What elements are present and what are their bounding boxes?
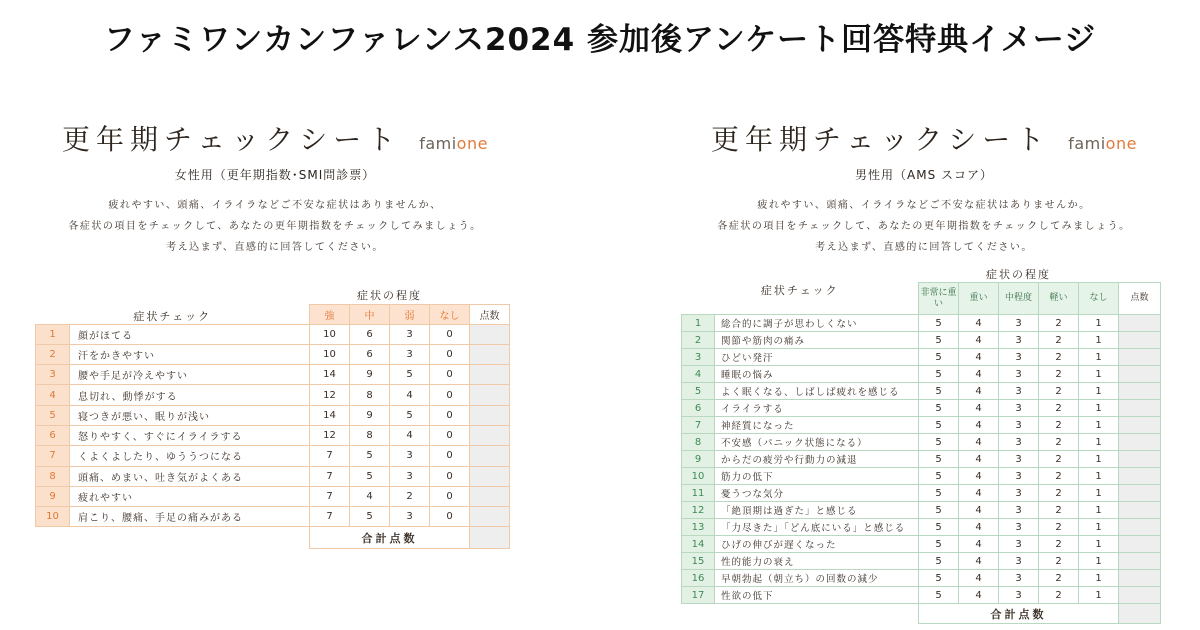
severity-option[interactable]: 3	[390, 324, 430, 344]
symptom-label: 早朝勃起（朝立ち）の回数の減少	[715, 570, 919, 587]
severity-option[interactable]: 2	[1039, 417, 1079, 434]
famione-logo	[419, 134, 488, 153]
brand-part-b: one	[1105, 134, 1137, 153]
severity-option[interactable]: 3	[999, 570, 1039, 587]
table-row	[682, 587, 1161, 604]
score-entry-cell[interactable]	[1119, 434, 1161, 451]
score-entry-cell[interactable]	[1119, 536, 1161, 553]
severity-option[interactable]: 5	[919, 400, 959, 417]
severity-level-header: 弱	[390, 304, 430, 324]
symptom-label: 怒りやすく、すぐにイライラする	[70, 425, 310, 445]
severity-option[interactable]: 5	[919, 570, 959, 587]
intro-line: 各症状の項目をチェックして、あなたの更年期指数をチェックしてみましょう。	[717, 221, 1131, 232]
score-entry-cell[interactable]	[1119, 332, 1161, 349]
table-row	[682, 553, 1161, 570]
severity-option[interactable]: 4	[959, 536, 999, 553]
severity-level-header: 非常に重い	[919, 283, 959, 315]
severity-option[interactable]: 4	[959, 383, 999, 400]
famione-logo	[1068, 134, 1137, 153]
symptom-label: 汗をかきやすい	[70, 344, 310, 364]
severity-option[interactable]: 1	[1079, 536, 1119, 553]
row-number: 1	[682, 315, 715, 332]
severity-level-header: なし	[430, 304, 470, 324]
severity-option[interactable]: 4	[959, 400, 999, 417]
severity-level-header: 軽い	[1039, 283, 1079, 315]
table-row	[682, 451, 1161, 468]
row-number: 9	[682, 451, 715, 468]
severity-option[interactable]: 4	[390, 425, 430, 445]
severity-option[interactable]: 0	[430, 365, 470, 385]
severity-option[interactable]: 3	[999, 553, 1039, 570]
table-row	[36, 405, 510, 425]
severity-option[interactable]: 2	[1039, 519, 1079, 536]
total-row-spacer	[36, 527, 310, 549]
row-number: 4	[36, 385, 70, 405]
page-headline: ファミワンカンファレンス2024 参加後アンケート回答特典イメージ	[103, 22, 1097, 58]
severity-option[interactable]: 0	[430, 466, 470, 486]
male-check-sheet	[676, 118, 1172, 621]
score-entry-cell[interactable]	[1119, 315, 1161, 332]
severity-option[interactable]: 1	[1079, 468, 1119, 485]
severity-option[interactable]: 2	[1039, 349, 1079, 366]
severity-option[interactable]: 2	[1039, 451, 1079, 468]
table-row	[682, 502, 1161, 519]
severity-option[interactable]: 7	[310, 466, 350, 486]
severity-option[interactable]: 10	[310, 344, 350, 364]
severity-option[interactable]: 4	[959, 502, 999, 519]
severity-option[interactable]: 1	[1079, 519, 1119, 536]
total-row-spacer	[682, 604, 919, 624]
table-row	[36, 385, 510, 405]
severity-option[interactable]: 6	[350, 344, 390, 364]
score-entry-cell[interactable]	[1119, 587, 1161, 604]
severity-level-header: 強	[310, 304, 350, 324]
header-spacer	[470, 286, 510, 304]
symptom-label: 性欲の低下	[715, 587, 919, 604]
severity-option[interactable]: 6	[350, 324, 390, 344]
severity-option[interactable]: 5	[919, 451, 959, 468]
severity-option[interactable]: 1	[1079, 587, 1119, 604]
severity-option[interactable]: 2	[1039, 315, 1079, 332]
severity-option[interactable]: 4	[959, 315, 999, 332]
table-row	[682, 349, 1161, 366]
severity-header-row	[682, 266, 1161, 283]
severity-option[interactable]: 3	[999, 315, 1039, 332]
score-entry-cell[interactable]	[1119, 400, 1161, 417]
row-number: 8	[36, 466, 70, 486]
table-row	[36, 365, 510, 385]
severity-level-header: なし	[1079, 283, 1119, 315]
total-score-label: 合計点数	[310, 527, 470, 549]
severity-option[interactable]: 0	[430, 385, 470, 405]
severity-option[interactable]: 12	[310, 385, 350, 405]
intro-line: 疲れやすい、頭痛、イライラなどご不安な症状はありませんか。	[757, 200, 1091, 211]
severity-option[interactable]: 3	[999, 536, 1039, 553]
severity-option[interactable]: 3	[999, 587, 1039, 604]
brand-part-a: fami	[419, 134, 457, 153]
severity-option[interactable]: 0	[430, 507, 470, 527]
severity-option[interactable]: 14	[310, 405, 350, 425]
severity-option[interactable]: 3	[999, 332, 1039, 349]
symptom-label: 総合的に調子が思わしくない	[715, 315, 919, 332]
score-entry-cell[interactable]	[1119, 485, 1161, 502]
severity-option[interactable]: 2	[1039, 536, 1079, 553]
sheet-title: 更年期チェックシート	[62, 123, 402, 156]
severity-option[interactable]: 4	[959, 349, 999, 366]
score-entry-cell[interactable]	[1119, 502, 1161, 519]
score-column-header: 点数	[470, 304, 510, 324]
male-symptom-table	[681, 266, 1161, 624]
score-entry-cell[interactable]	[1119, 349, 1161, 366]
severity-option[interactable]: 1	[1079, 366, 1119, 383]
severity-option[interactable]: 9	[350, 365, 390, 385]
severity-option[interactable]: 5	[919, 468, 959, 485]
severity-option[interactable]: 3	[999, 383, 1039, 400]
score-column-header: 点数	[1119, 283, 1161, 315]
table-row	[682, 519, 1161, 536]
severity-option[interactable]: 4	[959, 519, 999, 536]
severity-option[interactable]: 3	[999, 468, 1039, 485]
severity-option[interactable]: 4	[959, 587, 999, 604]
severity-option[interactable]: 3	[999, 349, 1039, 366]
row-number: 2	[682, 332, 715, 349]
severity-option[interactable]: 7	[310, 446, 350, 466]
row-number: 1	[36, 324, 70, 344]
symptom-label: 顔がほてる	[70, 324, 310, 344]
score-entry-cell[interactable]	[1119, 366, 1161, 383]
score-entry-cell[interactable]	[1119, 417, 1161, 434]
table-row	[36, 486, 510, 506]
total-row	[682, 604, 1161, 624]
severity-option[interactable]: 1	[1079, 485, 1119, 502]
table-row	[36, 446, 510, 466]
table-row	[36, 507, 510, 527]
symptom-label: くよくよしたり、ゆううつになる	[70, 446, 310, 466]
severity-option[interactable]: 1	[1079, 570, 1119, 587]
severity-option[interactable]: 5	[350, 507, 390, 527]
severity-option[interactable]: 2	[1039, 570, 1079, 587]
female-symptom-table	[35, 286, 510, 549]
severity-option[interactable]: 3	[999, 451, 1039, 468]
severity-option[interactable]: 0	[430, 344, 470, 364]
severity-option[interactable]: 5	[919, 519, 959, 536]
table-row	[682, 536, 1161, 553]
symptom-label: 肩こり、腰痛、手足の痛みがある	[70, 507, 310, 527]
severity-option[interactable]: 2	[1039, 485, 1079, 502]
table-row	[682, 366, 1161, 383]
intro-line: 疲れやすい、頭痛、イライラなどご不安な症状はありませんか、	[108, 200, 442, 211]
severity-option[interactable]: 2	[1039, 400, 1079, 417]
symptom-label: 憂うつな気分	[715, 485, 919, 502]
severity-option[interactable]: 3	[999, 417, 1039, 434]
female-check-sheet	[30, 118, 520, 545]
severity-option[interactable]: 3	[999, 502, 1039, 519]
score-entry-cell[interactable]	[470, 405, 510, 425]
severity-header-row	[36, 286, 510, 304]
severity-option[interactable]: 2	[1039, 383, 1079, 400]
score-entry-cell[interactable]	[1119, 553, 1161, 570]
severity-option[interactable]: 2	[1039, 553, 1079, 570]
table-row	[36, 466, 510, 486]
severity-option[interactable]: 3	[390, 344, 430, 364]
row-number: 10	[36, 507, 70, 527]
severity-option[interactable]: 8	[350, 425, 390, 445]
severity-option[interactable]: 5	[919, 536, 959, 553]
severity-option[interactable]: 1	[1079, 417, 1119, 434]
severity-option[interactable]: 0	[430, 425, 470, 445]
severity-option[interactable]: 3	[999, 366, 1039, 383]
severity-option[interactable]: 1	[1079, 434, 1119, 451]
row-number: 4	[682, 366, 715, 383]
row-number: 5	[682, 383, 715, 400]
row-number: 6	[682, 400, 715, 417]
table-row	[682, 570, 1161, 587]
severity-option[interactable]: 9	[350, 405, 390, 425]
table-row	[36, 425, 510, 445]
severity-option[interactable]: 5	[919, 349, 959, 366]
severity-option[interactable]: 1	[1079, 315, 1119, 332]
severity-option[interactable]: 5	[390, 405, 430, 425]
row-number: 7	[682, 417, 715, 434]
severity-option[interactable]: 5	[919, 366, 959, 383]
severity-option[interactable]: 5	[919, 587, 959, 604]
severity-option[interactable]: 5	[919, 553, 959, 570]
row-number: 3	[36, 365, 70, 385]
severity-option[interactable]: 4	[959, 451, 999, 468]
header-spacer	[1119, 266, 1161, 283]
sheet-subtitle: 女性用（更年期指数･SMI問診票）	[174, 168, 376, 182]
row-number: 12	[682, 502, 715, 519]
severity-option[interactable]: 2	[1039, 502, 1079, 519]
row-number: 11	[682, 485, 715, 502]
severity-option[interactable]: 1	[1079, 502, 1119, 519]
sheet-title-row	[676, 118, 1172, 160]
table-row	[682, 468, 1161, 485]
row-number: 17	[682, 587, 715, 604]
severity-option[interactable]: 1	[1079, 400, 1119, 417]
symptom-label: 関節や筋肉の痛み	[715, 332, 919, 349]
severity-option[interactable]: 5	[919, 315, 959, 332]
total-score-cell[interactable]	[470, 527, 510, 549]
severity-option[interactable]: 2	[1039, 587, 1079, 604]
symptom-label: ひげの伸びが遅くなった	[715, 536, 919, 553]
table-row	[682, 417, 1161, 434]
severity-option[interactable]: 5	[390, 365, 430, 385]
severity-option[interactable]: 1	[1079, 451, 1119, 468]
severity-option[interactable]: 3	[390, 507, 430, 527]
severity-option[interactable]: 0	[430, 324, 470, 344]
severity-option[interactable]: 4	[959, 417, 999, 434]
symptom-label: 性的能力の衰え	[715, 553, 919, 570]
sheet-intro	[30, 195, 520, 258]
table-row	[682, 332, 1161, 349]
symptom-label: 頭痛、めまい、吐き気がよくある	[70, 466, 310, 486]
severity-option[interactable]: 5	[919, 383, 959, 400]
table-row	[682, 485, 1161, 502]
row-number: 9	[36, 486, 70, 506]
symptom-label: 疲れやすい	[70, 486, 310, 506]
score-entry-cell[interactable]	[1119, 451, 1161, 468]
severity-option[interactable]: 14	[310, 365, 350, 385]
symptom-label: からだの疲労や行動力の減退	[715, 451, 919, 468]
score-entry-cell[interactable]	[470, 344, 510, 364]
severity-option[interactable]: 0	[430, 446, 470, 466]
symptom-column-header: 症状チェック	[760, 284, 839, 297]
row-number: 13	[682, 519, 715, 536]
sheet-title: 更年期チェックシート	[711, 123, 1051, 156]
row-number: 8	[682, 434, 715, 451]
intro-line: 考え込まず、直感的に回答してください。	[815, 242, 1033, 253]
table-row	[682, 383, 1161, 400]
row-number: 7	[36, 446, 70, 466]
score-entry-cell[interactable]	[470, 466, 510, 486]
score-entry-cell[interactable]	[1119, 468, 1161, 485]
severity-option[interactable]: 5	[919, 485, 959, 502]
score-entry-cell[interactable]	[470, 385, 510, 405]
table-row	[682, 315, 1161, 332]
severity-option[interactable]: 1	[1079, 349, 1119, 366]
total-score-cell[interactable]	[1119, 604, 1161, 624]
severity-option[interactable]: 1	[1079, 332, 1119, 349]
severity-option[interactable]: 7	[310, 486, 350, 506]
severity-option[interactable]: 3	[390, 446, 430, 466]
severity-header: 症状の程度	[357, 288, 422, 302]
severity-option[interactable]: 4	[959, 485, 999, 502]
severity-option[interactable]: 5	[919, 434, 959, 451]
symptom-column-header: 症状チェック	[133, 309, 212, 323]
severity-option[interactable]: 12	[310, 425, 350, 445]
table-row	[36, 324, 510, 344]
score-entry-cell[interactable]	[470, 425, 510, 445]
severity-level-header: 中	[350, 304, 390, 324]
severity-option[interactable]: 3	[999, 400, 1039, 417]
symptom-label: 睡眠の悩み	[715, 366, 919, 383]
severity-option[interactable]: 2	[1039, 468, 1079, 485]
severity-option[interactable]: 3	[999, 485, 1039, 502]
sheet-subtitle: 男性用（AMS スコア）	[855, 168, 993, 182]
score-entry-cell[interactable]	[1119, 519, 1161, 536]
symptom-label: イライラする	[715, 400, 919, 417]
severity-option[interactable]: 2	[390, 486, 430, 506]
brand-part-b: one	[456, 134, 488, 153]
severity-option[interactable]: 0	[430, 405, 470, 425]
severity-option[interactable]: 2	[1039, 332, 1079, 349]
severity-option[interactable]: 3	[999, 434, 1039, 451]
severity-option[interactable]: 4	[959, 434, 999, 451]
severity-level-header: 重い	[959, 283, 999, 315]
symptom-label: 神経質になった	[715, 417, 919, 434]
severity-option[interactable]: 1	[1079, 383, 1119, 400]
severity-option[interactable]: 5	[919, 502, 959, 519]
symptom-label: 寝つきが悪い、眠りが浅い	[70, 405, 310, 425]
symptom-label: 「絶頂期は過ぎた」と感じる	[715, 502, 919, 519]
severity-option[interactable]: 7	[310, 507, 350, 527]
severity-option[interactable]: 5	[350, 466, 390, 486]
table-row	[682, 434, 1161, 451]
total-score-label: 合計点数	[919, 604, 1119, 624]
severity-option[interactable]: 1	[1079, 553, 1119, 570]
severity-option[interactable]: 4	[959, 570, 999, 587]
row-number: 5	[36, 405, 70, 425]
row-number: 14	[682, 536, 715, 553]
table-row	[36, 344, 510, 364]
score-entry-cell[interactable]	[1119, 383, 1161, 400]
sheet-intro	[676, 195, 1172, 258]
brand-part-a: fami	[1068, 134, 1106, 153]
symptom-label: よく眠くなる、しばしば疲れを感じる	[715, 383, 919, 400]
severity-option[interactable]: 4	[959, 332, 999, 349]
severity-option[interactable]: 4	[959, 468, 999, 485]
severity-option[interactable]: 3	[999, 519, 1039, 536]
row-number: 3	[682, 349, 715, 366]
row-number: 10	[682, 468, 715, 485]
severity-header: 症状の程度	[986, 268, 1051, 281]
row-number: 6	[36, 425, 70, 445]
severity-level-header: 中程度	[999, 283, 1039, 315]
severity-option[interactable]: 0	[430, 486, 470, 506]
severity-option[interactable]: 5	[919, 417, 959, 434]
severity-option[interactable]: 4	[390, 385, 430, 405]
intro-line: 各症状の項目をチェックして、あなたの更年期指数をチェックしてみましょう。	[68, 221, 482, 232]
severity-option[interactable]: 2	[1039, 366, 1079, 383]
symptom-label: ひどい発汗	[715, 349, 919, 366]
symptom-label: 筋力の低下	[715, 468, 919, 485]
score-entry-cell[interactable]	[470, 486, 510, 506]
severity-option[interactable]: 2	[1039, 434, 1079, 451]
score-entry-cell[interactable]	[470, 324, 510, 344]
intro-line: 考え込まず、直感的に回答してください。	[166, 242, 384, 253]
total-row	[36, 527, 510, 549]
row-number: 15	[682, 553, 715, 570]
severity-option[interactable]: 4	[350, 486, 390, 506]
severity-option[interactable]: 5	[350, 446, 390, 466]
table-row	[682, 400, 1161, 417]
symptom-label: 不安感（パニック状態になる）	[715, 434, 919, 451]
row-number: 16	[682, 570, 715, 587]
symptom-label: 腰や手足が冷えやすい	[70, 365, 310, 385]
score-entry-cell[interactable]	[1119, 570, 1161, 587]
severity-option[interactable]: 4	[959, 553, 999, 570]
row-number: 2	[36, 344, 70, 364]
severity-option[interactable]: 8	[350, 385, 390, 405]
severity-option[interactable]: 10	[310, 324, 350, 344]
severity-option[interactable]: 5	[919, 332, 959, 349]
sheet-title-row	[30, 118, 520, 160]
score-entry-cell[interactable]	[470, 507, 510, 527]
severity-option[interactable]: 3	[390, 466, 430, 486]
severity-option[interactable]: 4	[959, 366, 999, 383]
symptom-label: 息切れ、動悸がする	[70, 385, 310, 405]
score-entry-cell[interactable]	[470, 446, 510, 466]
symptom-label: 「力尽きた」「どん底にいる」と感じる	[715, 519, 919, 536]
score-entry-cell[interactable]	[470, 365, 510, 385]
